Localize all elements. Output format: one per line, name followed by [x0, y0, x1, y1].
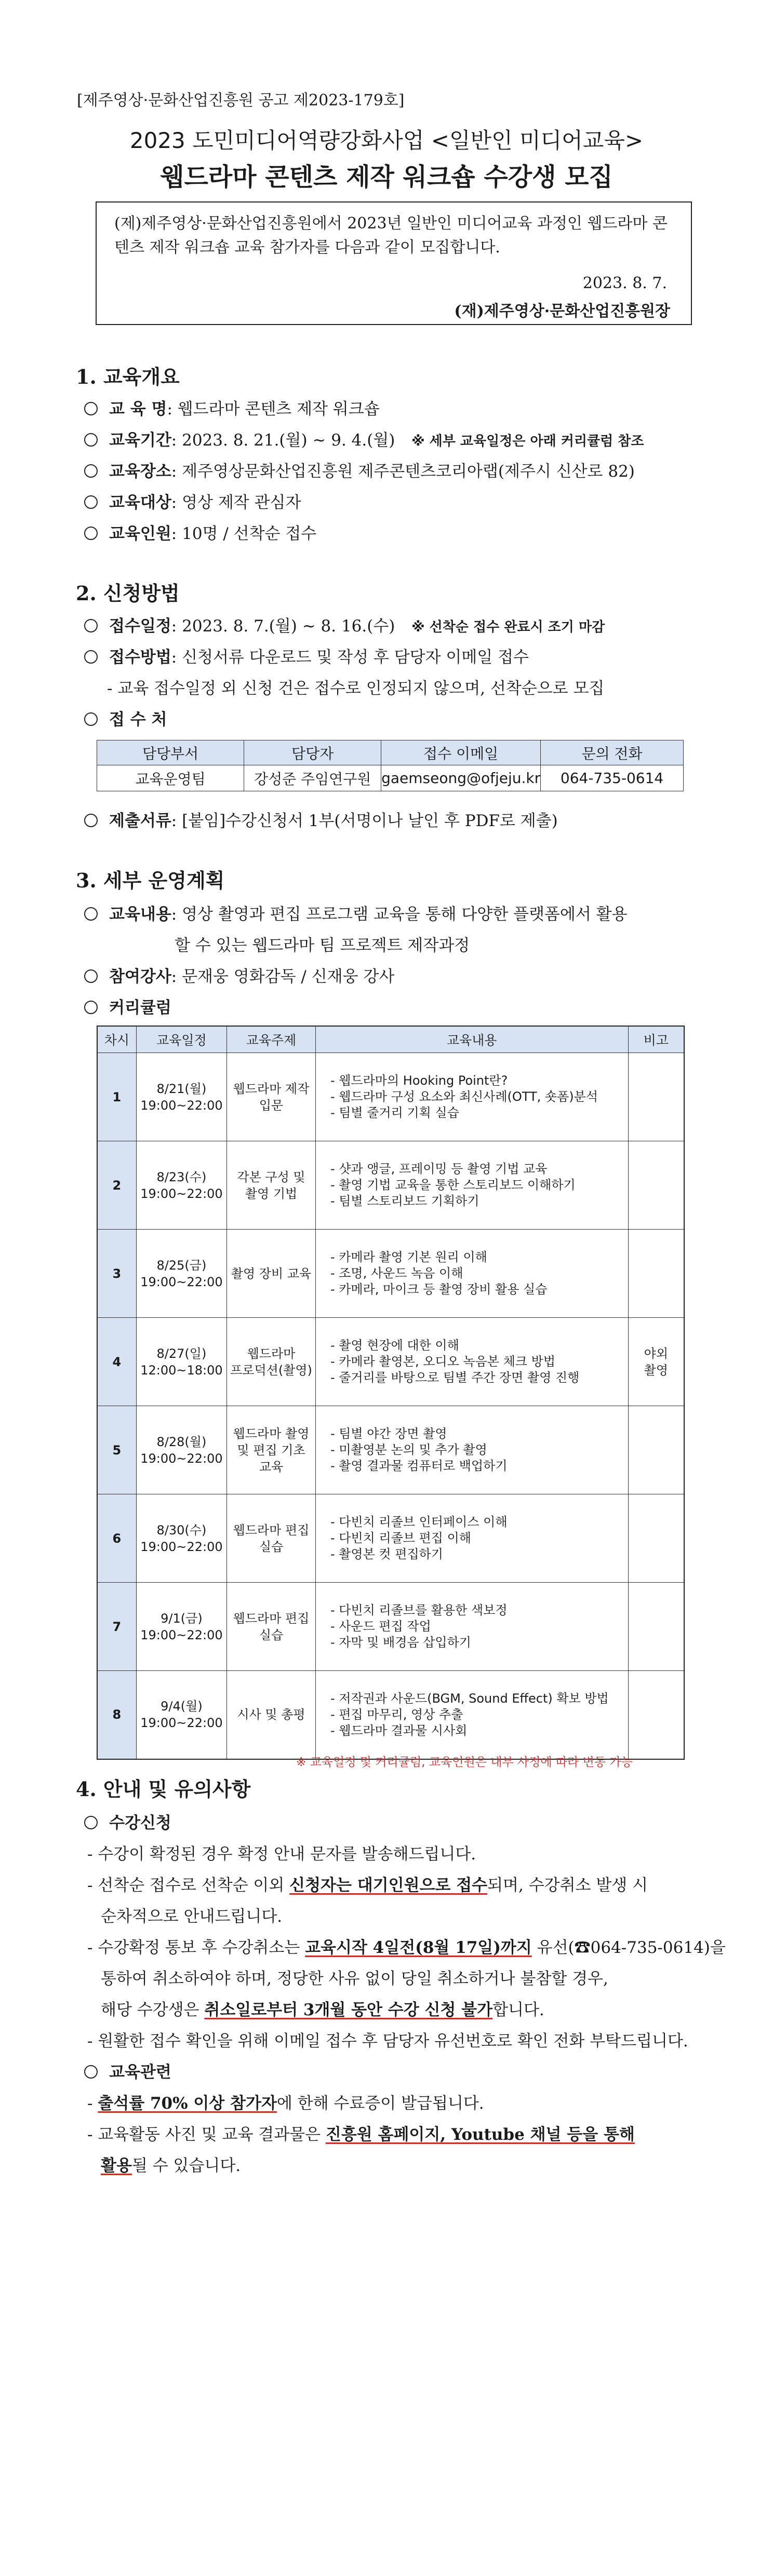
sub-heading-registration: 수강신청	[84, 1810, 171, 1833]
intro-org: (재)제주영상·문화산업진흥원장	[454, 302, 670, 320]
bullet-circle-icon	[84, 2065, 98, 2079]
notice-number: [제주영상·문화산업진흥원 공고 제2023-179호]	[77, 91, 405, 110]
session-number: 2	[97, 1141, 136, 1230]
notice-line: - 원활한 접수 확인을 위해 이메일 접수 후 담당자 유선번호로 확인 전화 부탁드립니다.	[87, 2032, 688, 2051]
overview-item: 교육대상: 영상 제작 관심자	[84, 489, 301, 512]
table-row	[97, 1583, 684, 1671]
overview-item: 교육기간: 2023. 8. 21.(월) ~ 9. 4.(월) ※ 세부 교육일정은 아래 커리큘럼 참조	[84, 427, 644, 450]
table-row	[97, 1494, 684, 1583]
intro-date: 2023. 8. 7.	[582, 274, 667, 292]
notice-line: 통하여 취소하여야 하며, 정당한 사유 없이 당일 취소하거나 불참할 경우,	[101, 1970, 608, 1988]
session-number: 4	[97, 1318, 136, 1406]
section-1-heading: 1. 교육개요	[76, 365, 180, 388]
apply-method-sub: - 교육 접수일정 외 신청 건은 접수로 인정되지 않으며, 선착순으로 모집	[107, 679, 605, 698]
content-row: 교육내용: 영상 촬영과 편집 프로그램 교육을 통해 다양한 플랫폼에서 활용	[84, 901, 628, 924]
contact-header: 문의 전화	[541, 740, 684, 765]
section-3-heading: 3. 세부 운영계획	[76, 869, 225, 892]
bullet-circle-icon	[84, 650, 98, 664]
contact-cell: 강성준 주임연구원	[244, 765, 381, 791]
bullet-circle-icon	[84, 464, 98, 478]
session-content: - 저작권과 사운드(BGM, Sound Effect) 확보 방법 - 편집 마무리, 영상 추출 - 웹드라마 결과물 시사회	[315, 1671, 628, 1759]
overview-item: 교육장소: 제주영상문화산업진흥원 제주콘텐츠코리아랩(제주시 신산로 82)	[84, 458, 635, 481]
table-row	[97, 1230, 684, 1318]
bullet-circle-icon	[84, 712, 98, 726]
contact-cell: 교육운영팀	[97, 765, 244, 791]
page-title: 웹드라마 콘텐츠 제작 워크숍 수강생 모집	[160, 163, 613, 192]
curriculum-label-row: 커리큘럼	[84, 994, 171, 1018]
session-remark	[628, 1141, 684, 1230]
bullet-circle-icon	[84, 433, 98, 447]
contact-header: 담당부서	[97, 740, 244, 765]
bullet-circle-icon	[84, 1001, 98, 1014]
session-date: 8/25(금) 19:00~22:00	[136, 1230, 226, 1318]
session-topic: 각본 구성 및 촬영 기법	[227, 1141, 316, 1230]
table-row	[97, 1406, 684, 1494]
bullet-circle-icon	[84, 402, 98, 415]
notice-line: - 수강확정 통보 후 수강취소는 교육시작 4일전(8월 17일)까지 유선(☎064-735-0614)을	[87, 1938, 726, 1957]
instructor-row: 참여강사: 문재웅 영화감독 / 신재웅 강사	[84, 963, 394, 987]
table-row	[97, 1053, 684, 1141]
overview-item: 교 육 명: 웹드라마 콘텐츠 제작 워크숍	[84, 396, 380, 419]
session-topic: 웹드라마 편집 실습	[227, 1494, 316, 1583]
curriculum-header: 교육주제	[227, 1026, 316, 1053]
session-number: 6	[97, 1494, 136, 1583]
session-topic: 촬영 장비 교육	[227, 1230, 316, 1318]
contact-header: 담당자	[244, 740, 381, 765]
sub-heading-education: 교육관련	[84, 2059, 171, 2082]
session-number: 5	[97, 1406, 136, 1494]
schedule-note: ※ 세부 교육일정은 아래 커리큘럼 참조	[411, 434, 644, 449]
session-remark	[628, 1671, 684, 1759]
session-date: 8/27(일) 12:00~18:00	[136, 1318, 226, 1406]
session-content: - 웹드라마의 Hooking Point란? - 웹드라마 구성 요소와 최신사례(OTT, 숏폼)분석 - 팀별 줄거리 기획 실습	[315, 1053, 628, 1141]
notice-line: 해당 수강생은 취소일로부터 3개월 동안 수강 신청 불가합니다.	[101, 2001, 544, 2019]
intro-text: (제)제주영상·문화산업진흥원에서 2023년 일반인 미디어교육 과정인 웹드라마 콘텐츠 제작 워크숍 교육 참가자를 다음과 같이 모집합니다.	[114, 214, 668, 257]
apply-period: 접수일정: 2023. 8. 7.(월) ~ 8. 16.(수) ※ 선착순 접수 완료시 조기 마감	[84, 613, 605, 636]
curriculum-header: 차시	[97, 1026, 136, 1053]
contact-table	[97, 740, 684, 791]
intro-box	[96, 201, 692, 325]
curriculum-footnote: ※ 교육일정 및 커리큘럼, 교육인원은 내부 사정에 따라 변동 가능	[296, 1756, 633, 1769]
session-topic: 웹드라마 제작 입문	[227, 1053, 316, 1141]
bullet-circle-icon	[84, 907, 98, 921]
notice-line: - 선착순 접수로 선착순 이외 신청자는 대기인원으로 접수되며, 수강취소 발생 시	[87, 1876, 648, 1895]
notice-line: 활용될 수 있습니다.	[101, 2156, 241, 2175]
contact-label-row: 접 수 처	[84, 706, 167, 730]
overview-item: 교육인원: 10명 / 선착순 접수	[84, 520, 316, 544]
bullet-circle-icon	[84, 527, 98, 540]
session-remark: 야외 촬영	[628, 1318, 684, 1406]
submit-docs: 제출서류: [붙임]수강신청서 1부(서명이나 날인 후 PDF로 제출)	[84, 807, 558, 831]
session-number: 3	[97, 1230, 136, 1318]
session-number: 8	[97, 1671, 136, 1759]
curriculum-header: 비고	[628, 1026, 684, 1053]
session-topic: 웹드라마 프로덕션(촬영)	[227, 1318, 316, 1406]
session-content: - 다빈치 리졸브를 활용한 색보정 - 사운드 편집 작업 - 자막 및 배경음 삽입하기	[315, 1583, 628, 1671]
session-content: - 촬영 현장에 대한 이해 - 카메라 촬영본, 오디오 녹음본 체크 방법 - 줄거리를 바탕으로 팀별 주간 장면 촬영 진행	[315, 1318, 628, 1406]
session-remark	[628, 1230, 684, 1318]
apply-method: 접수방법: 신청서류 다운로드 및 작성 후 담당자 이메일 접수	[84, 644, 529, 667]
session-content: - 카메라 촬영 기본 원리 이해 - 조명, 사운드 녹음 이해 - 카메라, 마이크 등 촬영 장비 활용 실습	[315, 1230, 628, 1318]
session-topic: 시사 및 총평	[227, 1671, 316, 1759]
contact-phone: 064-735-0614	[541, 765, 684, 791]
content-row-cont: 할 수 있는 웹드라마 팀 프로젝트 제작과정	[175, 936, 470, 955]
section-4-heading: 4. 안내 및 유의사항	[76, 1777, 251, 1801]
contact-header: 접수 이메일	[381, 740, 541, 765]
session-remark	[628, 1406, 684, 1494]
bullet-circle-icon	[84, 814, 98, 827]
session-date: 8/30(수) 19:00~22:00	[136, 1494, 226, 1583]
curriculum-table	[97, 1026, 685, 1760]
bullet-circle-icon	[84, 619, 98, 632]
session-number: 1	[97, 1053, 136, 1141]
session-content: - 팀별 야간 장면 촬영 - 미촬영분 논의 및 추가 촬영 - 촬영 결과물 컴퓨터로 백업하기	[315, 1406, 628, 1494]
session-topic: 웹드라마 편집 실습	[227, 1583, 316, 1671]
title-line-1: 2023 도민미디어역량강화사업 <일반인 미디어교육>	[129, 128, 644, 153]
table-row	[97, 1141, 684, 1230]
session-remark	[628, 1053, 684, 1141]
session-content: - 다빈치 리졸브 인터페이스 이해 - 다빈치 리졸브 편집 이해 - 촬영본 컷 편집하기	[315, 1494, 628, 1583]
bullet-circle-icon	[84, 969, 98, 983]
notice-line: - 수강이 확정된 경우 확정 안내 문자를 발송해드립니다.	[87, 1845, 476, 1864]
session-date: 8/28(월) 19:00~22:00	[136, 1406, 226, 1494]
session-date: 8/21(월) 19:00~22:00	[136, 1053, 226, 1141]
session-date: 8/23(수) 19:00~22:00	[136, 1141, 226, 1230]
notice-line: - 출석률 70% 이상 참가자에 한해 수료증이 발급됩니다.	[87, 2094, 484, 2113]
session-topic: 웹드라마 촬영 및 편집 기초 교육	[227, 1406, 316, 1494]
session-date: 9/1(금) 19:00~22:00	[136, 1583, 226, 1671]
period-note: ※ 선착순 접수 완료시 조기 마감	[411, 619, 605, 635]
curriculum-header: 교육내용	[315, 1026, 628, 1053]
table-row	[97, 1671, 684, 1759]
table-row	[97, 1318, 684, 1406]
contact-email[interactable]: gaemseong@ofjeju.kr	[381, 765, 541, 791]
session-date: 9/4(월) 19:00~22:00	[136, 1671, 226, 1759]
section-2-heading: 2. 신청방법	[76, 582, 180, 605]
session-remark	[628, 1583, 684, 1671]
notice-line: - 교육활동 사진 및 교육 결과물은 진흥원 홈페이지, Youtube 채널 등을 통해	[87, 2125, 635, 2144]
notice-line: 순차적으로 안내드립니다.	[101, 1907, 283, 1926]
bullet-circle-icon	[84, 1816, 98, 1829]
session-remark	[628, 1494, 684, 1583]
session-number: 7	[97, 1583, 136, 1671]
curriculum-header: 교육일정	[136, 1026, 226, 1053]
bullet-circle-icon	[84, 495, 98, 509]
session-content: - 샷과 앵글, 프레이밍 등 촬영 기법 교육 - 촬영 기법 교육을 통한 스토리보드 이해하기 - 팀별 스토리보드 기획하기	[315, 1141, 628, 1230]
